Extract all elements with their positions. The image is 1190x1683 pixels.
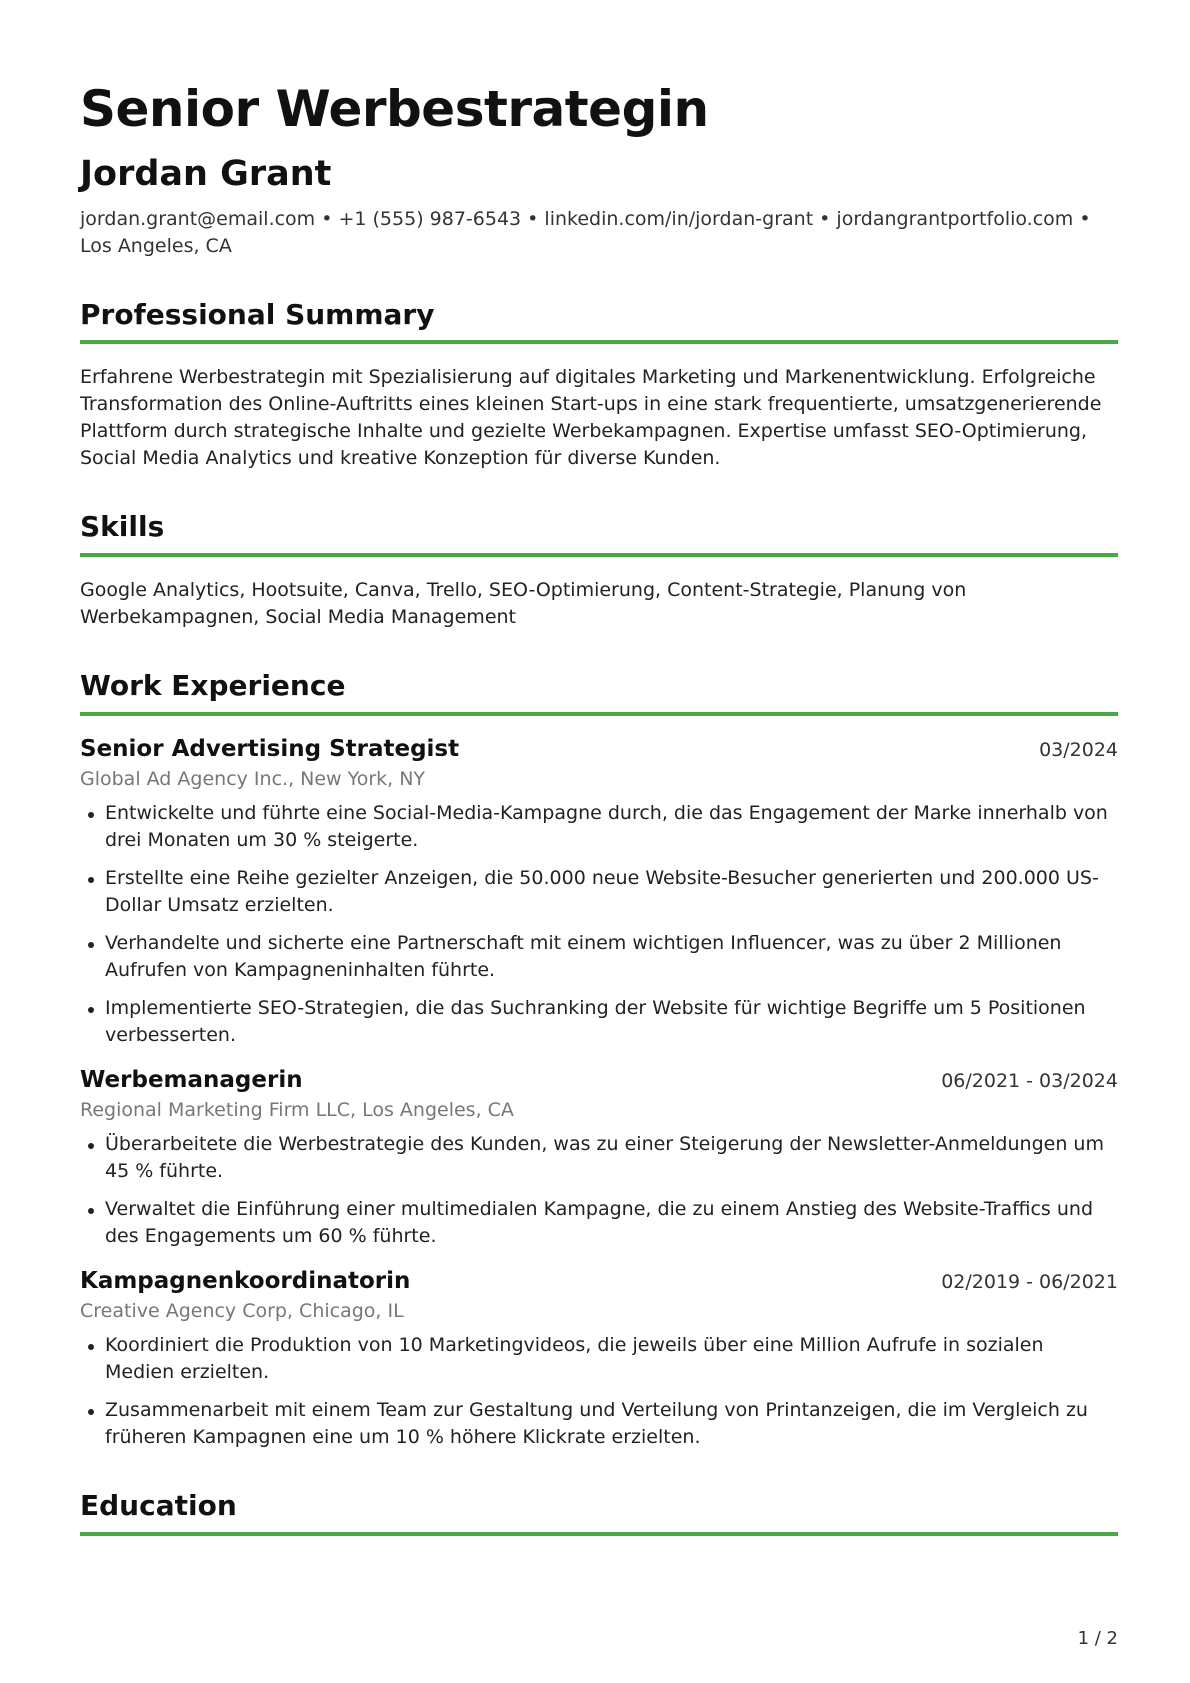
summary-heading: Professional Summary [80, 300, 1118, 345]
job-entry [80, 1268, 1118, 1451]
job-entry [80, 736, 1118, 1049]
job-date: 06/2021 - 03/2024 [941, 1069, 1118, 1092]
page-number: 1 / 2 [1077, 1628, 1118, 1649]
job-company: Global Ad Agency Inc., New York, NY [80, 767, 426, 790]
job-entry [80, 1067, 1118, 1250]
job-title: Senior Advertising Strategist [80, 735, 460, 762]
education-section [80, 1488, 1118, 1536]
job-date: 02/2019 - 06/2021 [941, 1270, 1118, 1293]
summary-section [80, 297, 1118, 473]
contact-line: jordan.grant@email.com • +1 (555) 987-6543 • linkedin.com/in/jordan-grant • jordangrantportfolio.com • Los Angeles, CA [80, 207, 1091, 257]
resume-title: Senior Werbestrategin [80, 80, 709, 138]
summary-text: Erfahrene Werbestrategin mit Spezialisierung auf digitales Marketing und Markenentwicklung. Erfolgreiche Transformation des Online-Auftritts eines kleinen Start-ups in eine stark frequentierte, umsatzgenerierende Plattform durch strategische Inhalte und gezielte Werbekampagnen. Expertise umfasst SEO-Optimierung, Social Media Analytics und kreative Konzeption für diverse Kunden. [80, 366, 1102, 470]
bullet-item: Zusammenarbeit mit einem Team zur Gestaltung und Verteilung von Printanzeigen, die im Vergleich zu früheren Kampagnen eine um 10 % höhere Klickrate erzielten. [80, 1397, 1118, 1451]
education-heading: Education [80, 1491, 1118, 1536]
job-header [80, 1067, 1118, 1093]
bullet-item: Erstellte eine Reihe gezielter Anzeigen, die 50.000 neue Website-Besucher generierten und 200.000 US-Dollar Umsatz erzielten. [80, 865, 1118, 919]
candidate-name: Jordan Grant [80, 154, 332, 194]
job-company: Creative Agency Corp, Chicago, IL [80, 1299, 404, 1322]
resume-page [80, 82, 1118, 1536]
bullet-item: Koordiniert die Produktion von 10 Marketingvideos, die jeweils über eine Million Aufrufe in sozialen Medien erzielten. [80, 1332, 1118, 1386]
job-list [80, 736, 1118, 1451]
bullet-item: Implementierte SEO-Strategien, die das Suchranking der Website für wichtige Begriffe um 5 Positionen verbesserten. [80, 995, 1118, 1049]
job-header [80, 736, 1118, 762]
job-company: Regional Marketing Firm LLC, Los Angeles, CA [80, 1098, 514, 1121]
job-date: 03/2024 [1039, 738, 1118, 761]
skills-heading: Skills [80, 512, 1118, 557]
job-title: Kampagnenkoordinatorin [80, 1267, 411, 1294]
bullet-item: Verwaltet die Einführung einer multimedialen Kampagne, die zu einem Anstieg des Website-Traffics und des Engagements um 60 % führte. [80, 1196, 1118, 1250]
job-title: Werbemanagerin [80, 1066, 303, 1093]
experience-section [80, 671, 1118, 1451]
skills-text: Google Analytics, Hootsuite, Canva, Trello, SEO-Optimierung, Content-Strategie, Planung von Werbekampagnen, Social Media Management [80, 579, 967, 629]
job-bullets [80, 800, 1118, 1049]
skills-section [80, 512, 1118, 631]
bullet-item: Überarbeitete die Werbestrategie des Kunden, was zu einer Steigerung der Newsletter-Anmeldungen um 45 % führte. [80, 1131, 1118, 1185]
experience-heading: Work Experience [80, 671, 1118, 716]
job-bullets [80, 1332, 1118, 1451]
job-header [80, 1268, 1118, 1294]
bullet-item: Verhandelte und sicherte eine Partnerschaft mit einem wichtigen Influencer, was zu über 2 Millionen Aufrufen von Kampagneninhalten führte. [80, 930, 1118, 984]
job-bullets [80, 1131, 1118, 1250]
bullet-item: Entwickelte und führte eine Social-Media-Kampagne durch, die das Engagement der Marke innerhalb von drei Monaten um 30 % steigerte. [80, 800, 1118, 854]
